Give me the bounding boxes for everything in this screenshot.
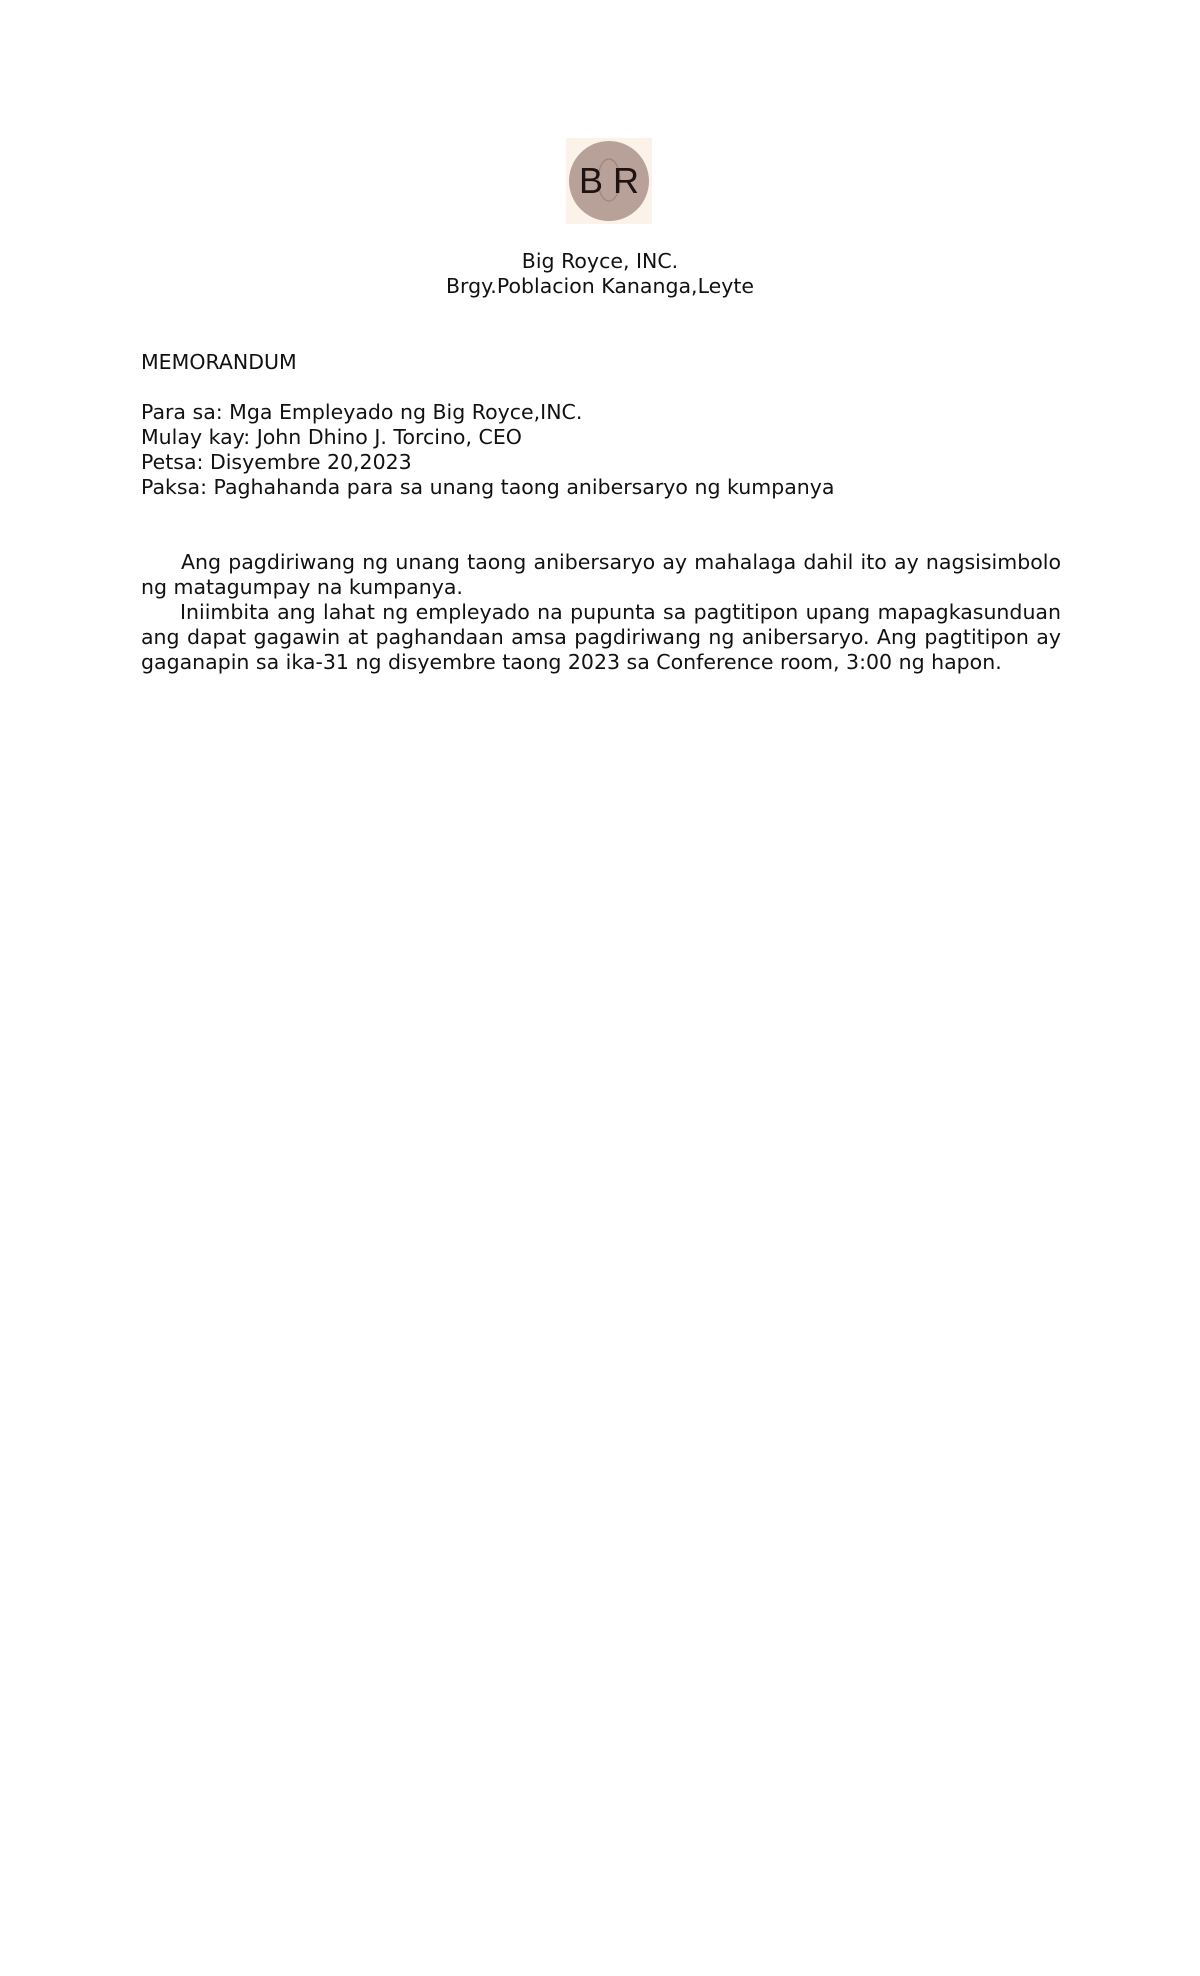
logo-seal-icon: [566, 138, 652, 224]
body-paragraph-1: Ang pagdiriwang ng unang taong anibersaryo ay mahalaga dahil ito ay nagsisimbolo ng matagumpay na kumpanya.: [141, 550, 1061, 599]
memo-recipient: Para sa: Mga Empleyado ng Big Royce,INC.: [141, 400, 583, 424]
company-logo: [566, 138, 652, 224]
memo-date: Petsa: Disyembre 20,2023: [141, 450, 412, 474]
logo-initials: B R: [578, 160, 640, 201]
body-paragraph-2: Iniimbita ang lahat ng empleyado na pupunta sa pagtitipon upang mapagkasunduan ang dapat gagawin at paghandaan amsa pagdiriwang ng anibersaryo. Ang pagtitipon ay gaganapin sa ika-31 ng disyembre taong 2023 sa Conference room, 3:00 ng hapon.: [141, 600, 1061, 674]
memo-sender: Mulay kay: John Dhino J. Torcino, CEO: [141, 425, 522, 449]
memo-header: [141, 400, 834, 500]
memo-title: MEMORANDUM: [141, 350, 297, 374]
memo-body: [141, 550, 1061, 675]
company-name: Big Royce, INC.: [521, 249, 679, 273]
memo-subject: Paksa: Paghahanda para sa unang taong anibersaryo ng kumpanya: [141, 475, 835, 499]
company-address: Brgy.Poblacion Kananga,Leyte: [445, 274, 755, 298]
